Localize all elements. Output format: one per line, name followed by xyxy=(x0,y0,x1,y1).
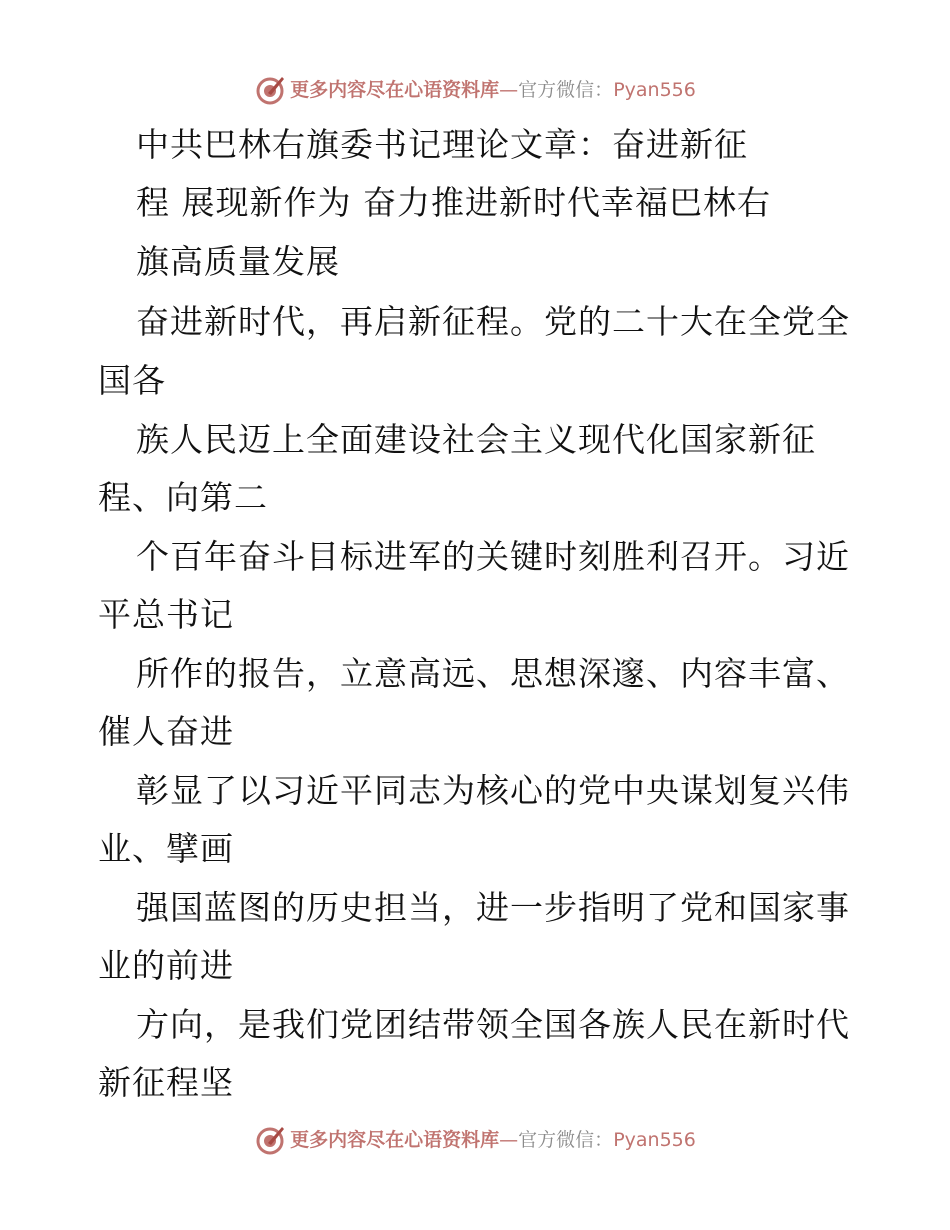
watermark-wechat-label: 官方微信： xyxy=(518,1129,614,1151)
body-line: 彰显了以习近平同志为核心的党中央谋划复兴伟 xyxy=(136,771,850,810)
header-watermark xyxy=(0,72,950,108)
body-line: 族人民迈上全面建设社会主义现代化国家新征 xyxy=(136,420,816,459)
quill-seal-icon xyxy=(254,1124,286,1156)
body-line: 程、向第二 xyxy=(98,478,268,517)
body-line: 业的前进 xyxy=(98,946,234,985)
body-line: 新征程坚 xyxy=(98,1063,234,1102)
body-line: 业、擘画 xyxy=(98,829,234,868)
watermark-wechat-id: Pyan556 xyxy=(613,79,696,101)
watermark-wechat-id: Pyan556 xyxy=(613,1129,696,1151)
body-line: 方向，是我们党团结带领全国各族人民在新时代 xyxy=(136,1005,850,1044)
body-line: 所作的报告，立意高远、思想深邃、内容丰富、 xyxy=(136,654,850,693)
title-line-3: 旗高质量发展 xyxy=(136,242,340,281)
body-line: 催人奋进 xyxy=(98,712,234,751)
watermark-wechat-label: 官方微信： xyxy=(518,79,614,101)
body-line: 个百年奋斗目标进军的关键时刻胜利召开。习近 xyxy=(136,537,850,576)
body-line: 强国蓝图的历史担当，进一步指明了党和国家事 xyxy=(136,888,850,927)
title-line-2: 程 展现新作为 奋力推进新时代幸福巴林右 xyxy=(136,183,771,222)
body-line: 奋进新时代，再启新征程。党的二十大在全党全 xyxy=(136,302,850,341)
title-line-1: 中共巴林右旗委书记理论文章：奋进新征 xyxy=(136,125,748,164)
watermark-slogan: 更多内容尽在心语资料库 xyxy=(290,1129,500,1151)
watermark-slogan: 更多内容尽在心语资料库 xyxy=(290,79,500,101)
body-line: 国各 xyxy=(98,361,166,400)
body-line: 平总书记 xyxy=(98,595,234,634)
footer-watermark xyxy=(0,1122,950,1158)
watermark-dash: — xyxy=(499,79,519,101)
watermark-dash: — xyxy=(499,1129,519,1151)
quill-seal-icon xyxy=(254,74,286,106)
